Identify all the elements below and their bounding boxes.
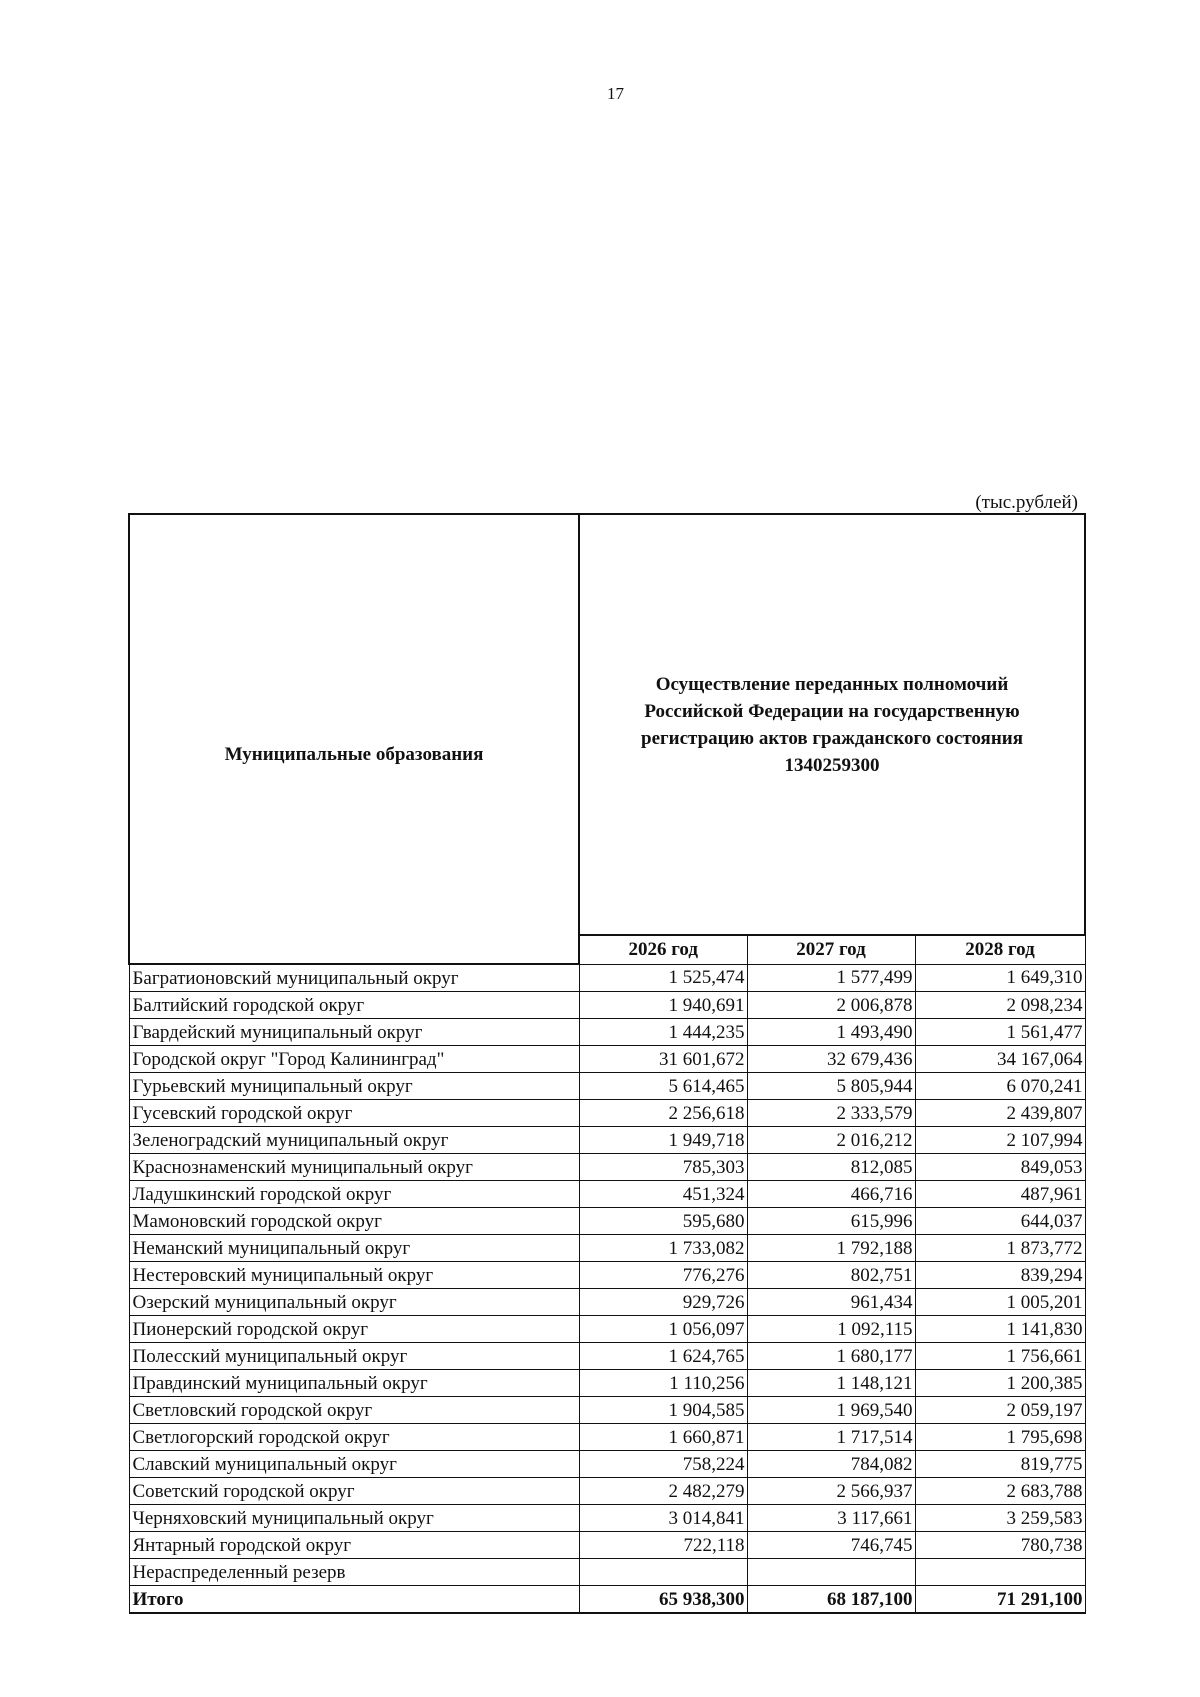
value-2027: 746,745 [747, 1532, 915, 1559]
value-2028: 819,775 [915, 1451, 1085, 1478]
value-2027: 1 092,115 [747, 1316, 915, 1343]
table-row [129, 992, 1085, 1019]
total-row [129, 1586, 1085, 1614]
municipality-name: Гурьевский муниципальный округ [129, 1073, 579, 1100]
value-2026: 1 110,256 [579, 1370, 747, 1397]
value-2026: 2 256,618 [579, 1100, 747, 1127]
municipality-name: Янтарный городской округ [129, 1532, 579, 1559]
value-2027: 3 117,661 [747, 1505, 915, 1532]
value-2027: 1 717,514 [747, 1424, 915, 1451]
table-row [129, 964, 1085, 992]
value-2028: 2 059,197 [915, 1397, 1085, 1424]
value-2026: 722,118 [579, 1532, 747, 1559]
value-2026: 758,224 [579, 1451, 747, 1478]
table-row [129, 1181, 1085, 1208]
table-row [129, 1046, 1085, 1073]
table-row [129, 1262, 1085, 1289]
value-2028: 6 070,241 [915, 1073, 1085, 1100]
value-2027: 2 006,878 [747, 992, 915, 1019]
value-2027: 961,434 [747, 1289, 915, 1316]
value-2028: 1 873,772 [915, 1235, 1085, 1262]
municipality-name: Балтийский городской округ [129, 992, 579, 1019]
municipality-name: Полесский муниципальный округ [129, 1343, 579, 1370]
value-2027: 812,085 [747, 1154, 915, 1181]
total-2027: 68 187,100 [747, 1586, 915, 1614]
value-2028: 849,053 [915, 1154, 1085, 1181]
municipality-name: Ладушкинский городской округ [129, 1181, 579, 1208]
table-row [129, 1208, 1085, 1235]
value-2026: 1 525,474 [579, 964, 747, 992]
value-2028: 34 167,064 [915, 1046, 1085, 1073]
page-number: 17 [607, 84, 624, 103]
value-2027: 1 577,499 [747, 964, 915, 992]
municipality-name: Правдинский муниципальный округ [129, 1370, 579, 1397]
value-2026: 1 940,691 [579, 992, 747, 1019]
value-2026: 1 056,097 [579, 1316, 747, 1343]
table-body [129, 964, 1085, 1586]
value-2027: 1 792,188 [747, 1235, 915, 1262]
value-2026: 929,726 [579, 1289, 747, 1316]
units-label: (тыс.рублей) [975, 492, 1078, 513]
value-2028: 2 107,994 [915, 1127, 1085, 1154]
table-header-row [129, 514, 1085, 935]
value-2028: 1 141,830 [915, 1316, 1085, 1343]
table-row [129, 1154, 1085, 1181]
value-2026: 5 614,465 [579, 1073, 747, 1100]
header-year-2028: 2028 год [915, 935, 1085, 964]
value-2027 [747, 1559, 915, 1586]
value-2026: 776,276 [579, 1262, 747, 1289]
value-2026: 595,680 [579, 1208, 747, 1235]
header-municipalities: Муниципальные образования [129, 514, 579, 964]
value-2028: 2 439,807 [915, 1100, 1085, 1127]
table-row [129, 1019, 1085, 1046]
total-2028: 71 291,100 [915, 1586, 1085, 1614]
value-2027: 2 566,937 [747, 1478, 915, 1505]
table-row [129, 1316, 1085, 1343]
budget-table [128, 513, 1086, 1614]
value-2026: 1 624,765 [579, 1343, 747, 1370]
municipality-name: Славский муниципальный округ [129, 1451, 579, 1478]
value-2028: 1 200,385 [915, 1370, 1085, 1397]
value-2026: 1 444,235 [579, 1019, 747, 1046]
table-row [129, 1289, 1085, 1316]
value-2027: 32 679,436 [747, 1046, 915, 1073]
municipality-name: Озерский муниципальный округ [129, 1289, 579, 1316]
municipality-name: Городской округ "Город Калининград" [129, 1046, 579, 1073]
value-2026: 1 660,871 [579, 1424, 747, 1451]
municipality-name: Советский городской округ [129, 1478, 579, 1505]
municipality-name: Нераспределенный резерв [129, 1559, 579, 1586]
value-2027: 1 493,490 [747, 1019, 915, 1046]
table-row [129, 1073, 1085, 1100]
value-2026: 785,303 [579, 1154, 747, 1181]
value-2027: 1 680,177 [747, 1343, 915, 1370]
total-label: Итого [129, 1586, 579, 1614]
municipality-name: Гвардейский муниципальный округ [129, 1019, 579, 1046]
value-2026: 1 949,718 [579, 1127, 747, 1154]
table-row [129, 1451, 1085, 1478]
value-2026 [579, 1559, 747, 1586]
value-2028: 2 683,788 [915, 1478, 1085, 1505]
value-2026: 1 733,082 [579, 1235, 747, 1262]
value-2028: 780,738 [915, 1532, 1085, 1559]
municipality-name: Светлогорский городской округ [129, 1424, 579, 1451]
value-2028: 1 005,201 [915, 1289, 1085, 1316]
table-row [129, 1424, 1085, 1451]
value-2026: 3 014,841 [579, 1505, 747, 1532]
table-row [129, 1127, 1085, 1154]
value-2027: 1 148,121 [747, 1370, 915, 1397]
municipality-name: Гусевский городской округ [129, 1100, 579, 1127]
value-2026: 1 904,585 [579, 1397, 747, 1424]
value-2026: 31 601,672 [579, 1046, 747, 1073]
municipality-name: Краснознаменский муниципальный округ [129, 1154, 579, 1181]
table-row [129, 1397, 1085, 1424]
table-row [129, 1343, 1085, 1370]
value-2028: 1 795,698 [915, 1424, 1085, 1451]
table-row [129, 1478, 1085, 1505]
value-2028: 487,961 [915, 1181, 1085, 1208]
value-2028: 644,037 [915, 1208, 1085, 1235]
value-2026: 451,324 [579, 1181, 747, 1208]
municipality-name: Мамоновский городской округ [129, 1208, 579, 1235]
municipality-name: Нестеровский муниципальный округ [129, 1262, 579, 1289]
table-row [129, 1100, 1085, 1127]
value-2027: 2 016,212 [747, 1127, 915, 1154]
value-2027: 615,996 [747, 1208, 915, 1235]
value-2028: 1 649,310 [915, 964, 1085, 992]
value-2028: 839,294 [915, 1262, 1085, 1289]
value-2027: 802,751 [747, 1262, 915, 1289]
table-row [129, 1370, 1085, 1397]
value-2028: 2 098,234 [915, 992, 1085, 1019]
table-row [129, 1235, 1085, 1262]
header-program: Осуществление переданных полномочий Российской Федерации на государственную регистрацию актов гражданского состояния 1340259300 [579, 514, 1085, 935]
value-2028: 1 756,661 [915, 1343, 1085, 1370]
header-year-2027: 2027 год [747, 935, 915, 964]
municipality-name: Пионерский городской округ [129, 1316, 579, 1343]
value-2028 [915, 1559, 1085, 1586]
table-row [129, 1532, 1085, 1559]
value-2027: 466,716 [747, 1181, 915, 1208]
municipality-name: Зеленоградский муниципальный округ [129, 1127, 579, 1154]
value-2028: 1 561,477 [915, 1019, 1085, 1046]
value-2027: 1 969,540 [747, 1397, 915, 1424]
value-2027: 5 805,944 [747, 1073, 915, 1100]
value-2027: 784,082 [747, 1451, 915, 1478]
header-year-2026: 2026 год [579, 935, 747, 964]
table-row [129, 1505, 1085, 1532]
municipality-name: Черняховский муниципальный округ [129, 1505, 579, 1532]
value-2026: 2 482,279 [579, 1478, 747, 1505]
municipality-name: Неманский муниципальный округ [129, 1235, 579, 1262]
value-2028: 3 259,583 [915, 1505, 1085, 1532]
value-2027: 2 333,579 [747, 1100, 915, 1127]
municipality-name: Светловский городской округ [129, 1397, 579, 1424]
table-row [129, 1559, 1085, 1586]
municipality-name: Багратионовский муниципальный округ [129, 964, 579, 992]
total-2026: 65 938,300 [579, 1586, 747, 1614]
